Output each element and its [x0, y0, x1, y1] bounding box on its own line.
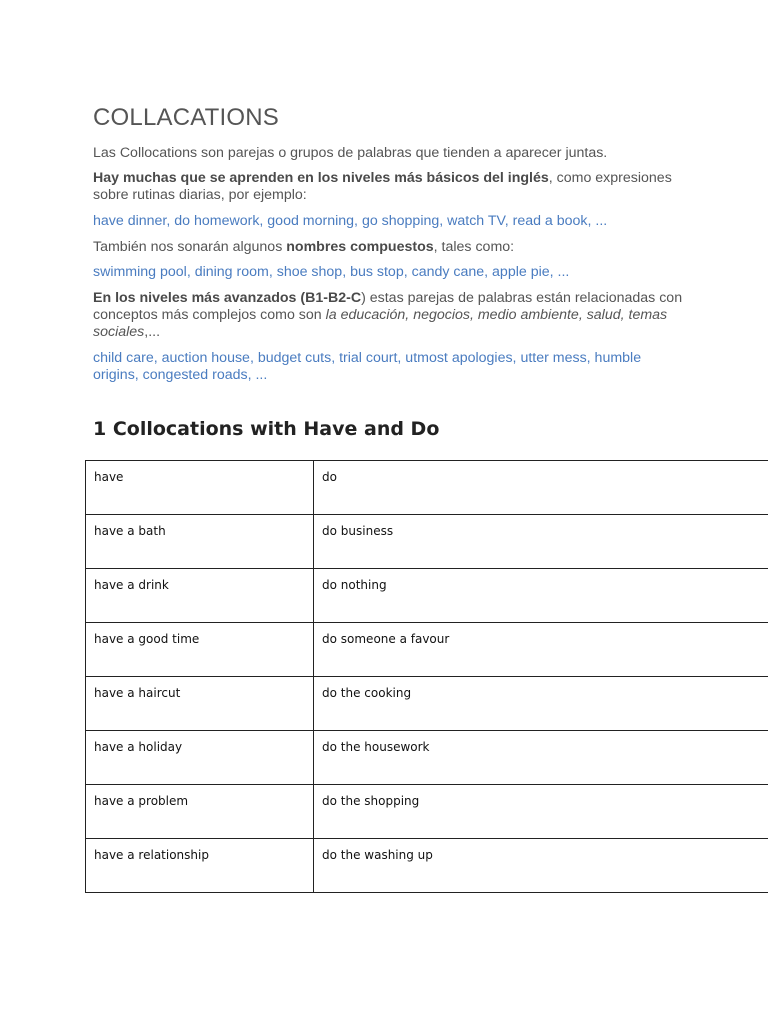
advanced-bold-text: En los niveles más avanzados (B1-B2-C	[93, 290, 362, 306]
compounds-post-text: , tales como:	[433, 239, 515, 255]
advanced-italic-text: la educación, negocios, medio ambiente, salud, temas sociales	[93, 307, 668, 340]
compounds-pre-text: También nos sonarán algunos	[93, 239, 287, 255]
advanced-paragraph	[93, 290, 693, 341]
table-cell: have a haircut	[86, 677, 314, 731]
page-title: COLLACATIONS	[93, 104, 279, 131]
basic-paragraph	[93, 170, 693, 204]
table-row	[86, 677, 768, 731]
table-cell: have a drink	[86, 569, 314, 623]
advanced-examples: child care, auction house, budget cuts, trial court, utmost apologies, utter mess, humble origins, congested roads, ...	[93, 350, 642, 383]
section-heading: 1 Collocations with Have and Do	[93, 418, 440, 440]
table-cell: do	[314, 461, 768, 515]
table-cell: do the housework	[314, 731, 768, 785]
table-cell: do the shopping	[314, 785, 768, 839]
table-cell: have a bath	[86, 515, 314, 569]
basic-examples: have dinner, do homework, good morning, go shopping, watch TV, read a book, ...	[93, 213, 608, 229]
table-row	[86, 623, 768, 677]
table-row	[86, 515, 768, 569]
table-cell: do the washing up	[314, 839, 768, 893]
collocations-table	[85, 460, 768, 893]
table-cell: do the cooking	[314, 677, 768, 731]
table-cell: do business	[314, 515, 768, 569]
table-row	[86, 785, 768, 839]
advanced-end-text: ,...	[144, 324, 161, 340]
table-cell: have a problem	[86, 785, 314, 839]
advanced-mid-text: ) estas parejas de palabras están relacionadas con conceptos más complejos como son	[93, 290, 683, 323]
compounds-bold-text: nombres compuestos	[286, 239, 434, 255]
table-cell: have a holiday	[86, 731, 314, 785]
compounds-paragraph	[93, 239, 693, 256]
table-row	[86, 461, 768, 515]
table-cell: do nothing	[314, 569, 768, 623]
basic-rest-text: , como expresiones sobre rutinas diarias, por ejemplo:	[93, 170, 672, 203]
intro-paragraph: Las Collocations son parejas o grupos de palabras que tienden a aparecer juntas.	[93, 145, 608, 161]
compound-examples: swimming pool, dining room, shoe shop, bus stop, candy cane, apple pie, ...	[93, 264, 570, 280]
table-cell: have	[86, 461, 314, 515]
basic-bold-text: Hay muchas que se aprenden en los niveles más básicos del inglés	[93, 170, 549, 186]
table-row	[86, 569, 768, 623]
table-row	[86, 731, 768, 785]
table-cell: have a good time	[86, 623, 314, 677]
table-cell: do someone a favour	[314, 623, 768, 677]
table-cell: have a relationship	[86, 839, 314, 893]
table-row	[86, 839, 768, 893]
